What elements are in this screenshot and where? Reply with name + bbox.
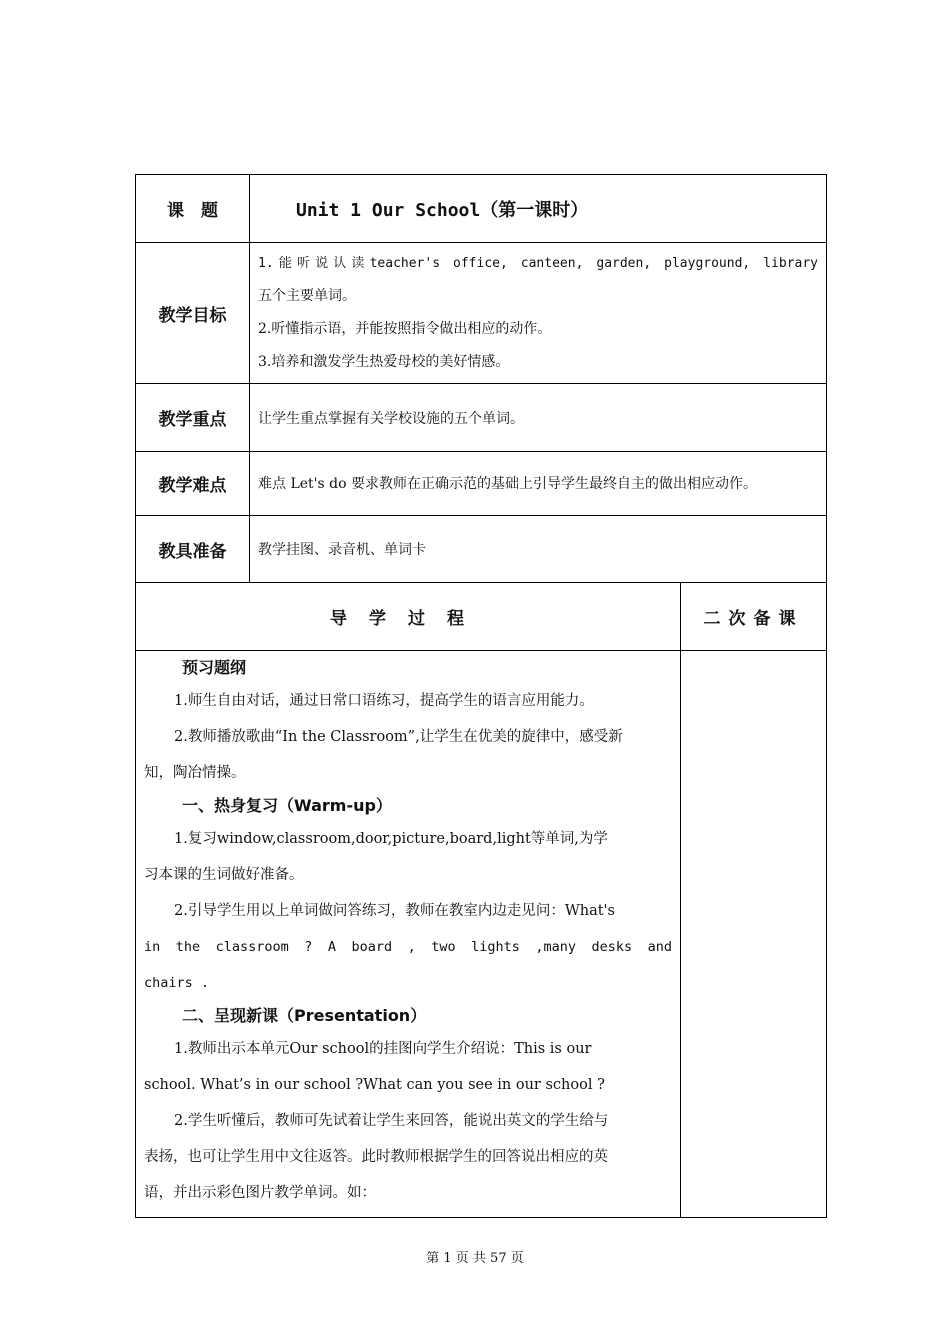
warmup-item-2c: chairs .	[144, 975, 210, 991]
warmup-item-1a: 1.复习window,classroom,door,picture,board,light等单词,为学	[174, 831, 608, 847]
presentation-item-1a: 1.教师出示本单元Our school的挂图向学生介绍说：This is our	[174, 1041, 592, 1057]
objectives-content	[250, 243, 827, 384]
difficulties-label: 教学难点	[136, 452, 250, 516]
key-points-row	[136, 384, 827, 452]
key-points-text: 让学生重点掌握有关学校设施的五个单词。	[250, 384, 827, 452]
difficulties-text: 难点 Let's do 要求教师在正确示范的基础上引导学生最终自主的做出相应动作。	[250, 452, 827, 516]
process-body-row	[136, 651, 827, 1218]
difficulties-row	[136, 452, 827, 516]
warmup-item-2b: in the classroom ? A board , two lights ,many desks and	[144, 939, 672, 955]
process-heading: 导学过程	[136, 583, 681, 651]
preview-item-2b: 知，陶冶情操。	[144, 765, 246, 781]
topic-title: Unit 1 Our School（第一课时）	[250, 175, 827, 243]
topic-row	[136, 175, 827, 243]
lesson-plan-table	[135, 174, 827, 1218]
objective-line-3: 2.听懂指示语，并能按照指令做出相应的动作。	[258, 321, 552, 337]
topic-label: 课 题	[136, 175, 250, 243]
page-footer: 第 1 页 共 57 页	[426, 1251, 524, 1266]
presentation-item-2a: 2.学生听懂后，教师可先试着让学生来回答，能说出英文的学生给与	[174, 1113, 609, 1129]
presentation-title: 二、呈现新课（Presentation）	[182, 1006, 427, 1025]
warmup-item-2a: 2.引导学生用以上单词做问答练习，教师在教室内边走见问：What's	[174, 903, 615, 919]
materials-row	[136, 516, 827, 583]
objective-line-4: 3.培养和激发学生热爱母校的美好情感。	[258, 354, 510, 370]
objectives-row	[136, 243, 827, 384]
presentation-item-2b: 表扬，也可让学生用中文往返答。此时教师根据学生的回答说出相应的英	[144, 1149, 608, 1165]
presentation-item-1b: school. What’s in our school ?What can you see in our school ?	[144, 1077, 605, 1093]
preview-item-1: 1.师生自由对话，通过日常口语练习，提高学生的语言应用能力。	[174, 693, 594, 709]
warmup-item-1b: 习本课的生词做好准备。	[144, 867, 304, 883]
objective-line-2: 五个主要单词。	[258, 288, 356, 304]
process-header-row	[136, 583, 827, 651]
preview-title: 预习题纲	[182, 658, 247, 677]
objectives-label: 教学目标	[136, 243, 250, 384]
objective-line-1: 1.能听说认读teacher's office, canteen, garden, playground, library	[258, 256, 819, 271]
warmup-title: 一、热身复习（Warm-up）	[182, 796, 392, 815]
preview-item-2a: 2.教师播放歌曲“In the Classroom”,让学生在优美的旋律中，感受新	[174, 729, 623, 745]
second-prep-heading: 二次备课	[681, 583, 827, 651]
materials-text: 教学挂图、录音机、单词卡	[250, 516, 827, 583]
second-prep-blank	[681, 651, 827, 1218]
materials-label: 教具准备	[136, 516, 250, 583]
process-content	[136, 651, 681, 1218]
presentation-item-2c: 语，并出示彩色图片教学单词。如：	[144, 1185, 376, 1201]
key-points-label: 教学重点	[136, 384, 250, 452]
